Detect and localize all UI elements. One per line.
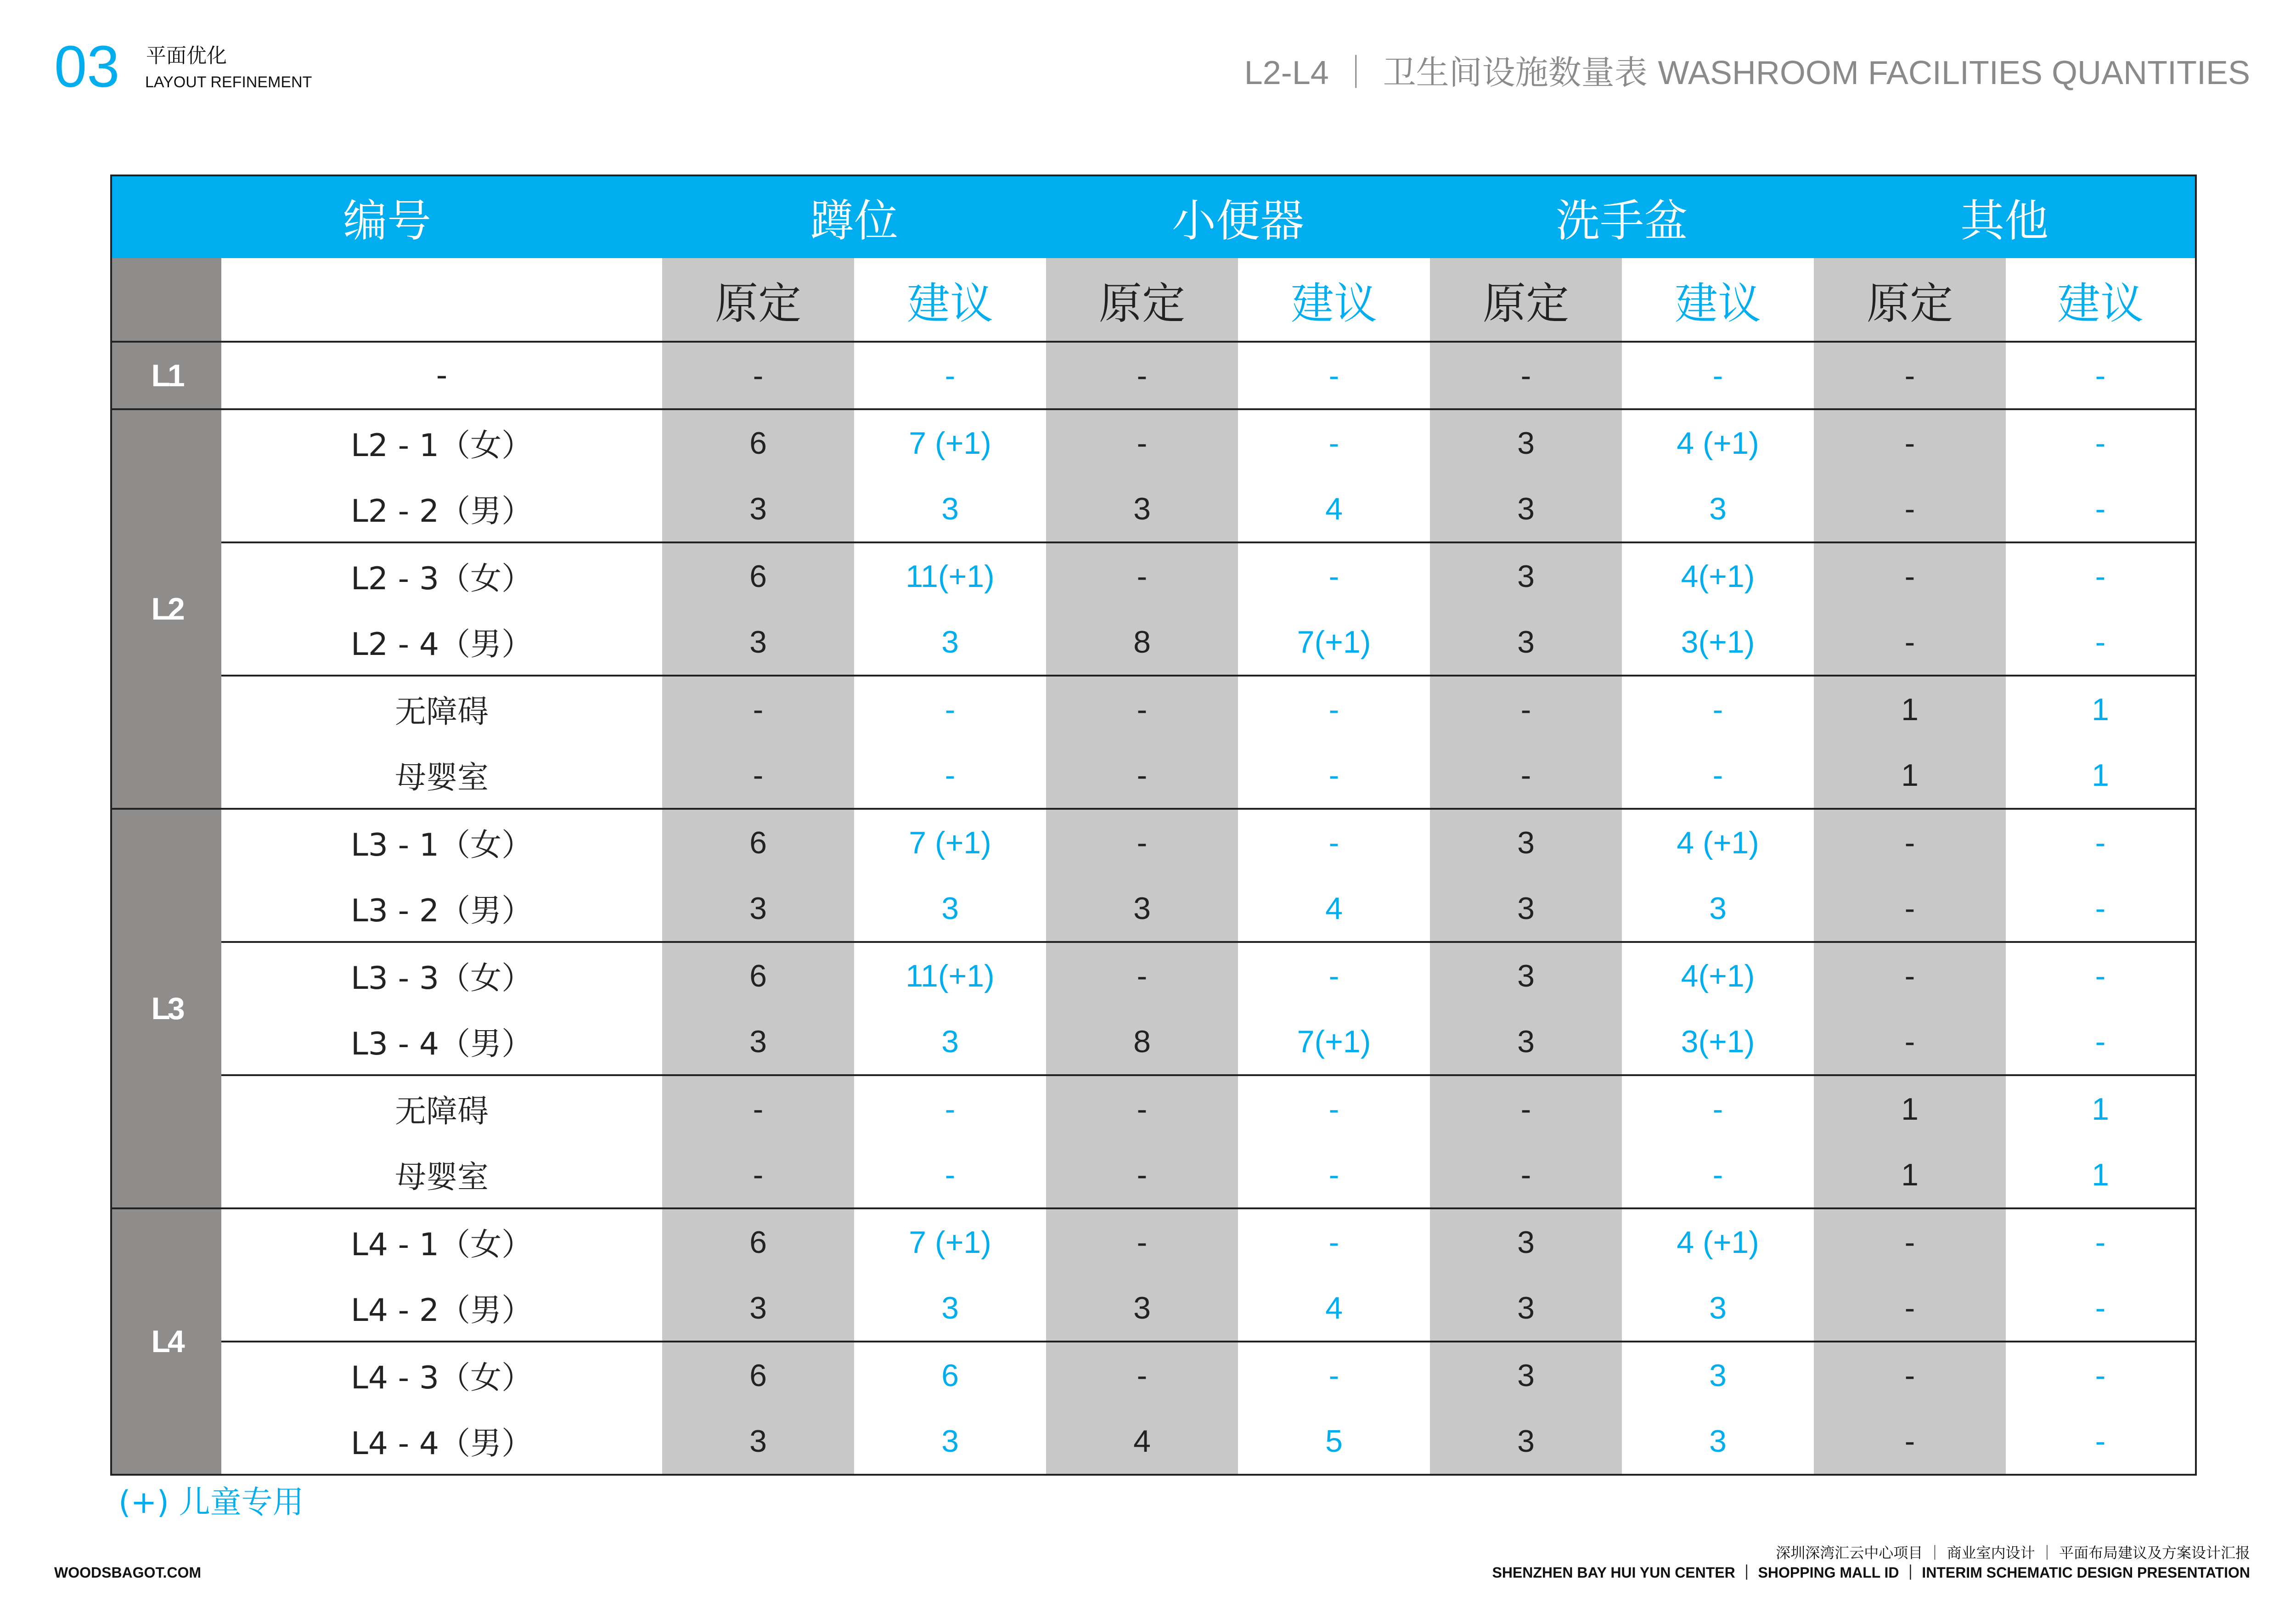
section-number: 03 [54,34,120,100]
original-value: - [1814,542,2006,609]
suggested-value: 11(+1) [854,942,1046,1009]
original-value: 1 [1814,676,2006,742]
original-value: - [1814,1342,2006,1408]
original-value: 6 [662,542,854,609]
original-header: 原定 [662,258,854,342]
suggested-value: 1 [2006,1142,2196,1208]
original-value: - [1814,409,2006,476]
suggested-value: - [2006,1342,2196,1408]
suggested-value: - [1238,676,1430,742]
suggested-value: 3 [854,875,1046,942]
original-value: - [1046,542,1238,609]
suggested-value: 11(+1) [854,542,1046,609]
original-value: - [1814,342,2006,409]
original-value: - [1046,1342,1238,1408]
footer-project-en: SHENZHEN BAY HUI YUN CENTER ｜ SHOPPING MALL ID ｜ INTERIM SCHEMATIC DESIGN PRESENTATION [1492,1564,2250,1581]
washroom-id: L4 - 2（男） [221,1275,662,1342]
table-row [111,542,2196,609]
col-header: 洗手盆 [1430,175,1814,258]
suggested-value: 3(+1) [1622,609,1814,676]
washroom-id: L3 - 3（女） [350,960,533,997]
level-label: L3 [111,809,221,1208]
washroom-id: 母婴室 [221,742,662,809]
suggested-value: - [2006,409,2196,476]
original-value: 6 [662,1342,854,1408]
original-value: 3 [1430,1275,1622,1342]
original-value: 8 [1046,1009,1238,1075]
original-value: 3 [1046,875,1238,942]
suggested-value: - [854,742,1046,809]
suggested-value: - [1238,1342,1430,1408]
original-value: 3 [1430,942,1622,1009]
suggested-value: - [1238,809,1430,875]
table-row [111,1075,2196,1142]
suggested-value: - [2006,942,2196,1009]
suggested-value: - [1622,676,1814,742]
level-header-cell [111,258,221,342]
suggested-value: 7 (+1) [854,409,1046,476]
washroom-facilities-table [110,175,2197,1476]
suggested-value: - [1238,342,1430,409]
original-value: - [1046,1075,1238,1142]
title-en: WASHROOM FACILITIES QUANTITIES [1658,55,2250,91]
original-value: 3 [662,875,854,942]
original-value: - [1814,1275,2006,1342]
suggested-value: - [2006,1208,2196,1275]
washroom-id: L3 - 2（男） [221,875,662,942]
subheader-row [111,258,2196,342]
suggested-value: - [854,1075,1046,1142]
suggested-value: - [2006,1408,2196,1475]
original-value: 3 [662,1275,854,1342]
table-row [111,809,2196,875]
level-label: L1 [111,342,221,409]
table-row [111,875,2196,942]
original-value: 6 [662,942,854,1009]
washroom-id: 无障碍 [394,694,489,730]
suggested-value: - [1238,542,1430,609]
suggested-value: 7(+1) [1238,1009,1430,1075]
suggested-value: 3 [854,476,1046,542]
original-value: 3 [1430,1408,1622,1475]
original-value: - [1430,1142,1622,1208]
suggested-value: 4 [1238,875,1430,942]
col-header: 小便器 [1046,175,1430,258]
col-header: 蹲位 [662,175,1046,258]
original-value: 6 [662,1208,854,1275]
original-value: - [1046,942,1238,1009]
original-value: - [1814,1408,2006,1475]
name-header-cell [221,258,662,342]
original-header: 原定 [1814,258,2006,342]
suggested-value: 1 [2006,1075,2196,1142]
original-value: 8 [1046,609,1238,676]
original-value: 1 [1814,1142,2006,1208]
washroom-id: - [221,342,662,409]
original-value: - [1430,342,1622,409]
washroom-id: 无障碍 [394,1094,489,1130]
original-value: - [1814,609,2006,676]
original-value: - [1046,676,1238,742]
col-header: 其他 [1814,175,2196,258]
suggested-value: 3 [854,609,1046,676]
suggested-value: 1 [2006,676,2196,742]
footer-project-cn: 深圳深湾汇云中心项目 ｜ 商业室内设计 ｜ 平面布局建议及方案设计汇报 [1776,1544,2250,1562]
suggested-value: - [2006,809,2196,875]
original-header: 原定 [1046,258,1238,342]
original-value: - [1814,942,2006,1009]
washroom-id: L3 - 1（女） [350,827,533,863]
original-value: - [1046,809,1238,875]
washroom-id: L3 - 4（男） [221,1009,662,1075]
page-title [1244,53,2250,92]
original-value: 3 [1430,1009,1622,1075]
suggested-value: 7 (+1) [854,1208,1046,1275]
washroom-id: L4 - 3（女） [350,1360,533,1396]
level-label: L2 [111,409,221,809]
suggested-value: 7 (+1) [854,809,1046,875]
original-value: - [662,676,854,742]
table-row [111,609,2196,676]
table-row [111,742,2196,809]
original-value: - [1430,742,1622,809]
table-row [111,1342,2196,1408]
title-separator: ｜ [1339,53,1373,92]
original-value: - [662,342,854,409]
original-value: 3 [662,1408,854,1475]
original-value: - [1814,476,2006,542]
original-value: 3 [1430,542,1622,609]
suggested-value: 3 [854,1408,1046,1475]
original-value: - [1430,676,1622,742]
footer-website[interactable]: WOODSBAGOT.COM [54,1564,201,1581]
level-label: L4 [111,1208,221,1475]
original-value: - [1430,1075,1622,1142]
original-value: - [662,1075,854,1142]
washroom-id: L2 - 4（男） [221,609,662,676]
suggested-value: 1 [2006,742,2196,809]
title-range: L2-L4 [1244,55,1329,91]
suggested-value: - [2006,609,2196,676]
suggested-value: 4 [1238,1275,1430,1342]
suggested-value: - [2006,1275,2196,1342]
original-value: - [1046,742,1238,809]
original-value: - [1814,809,2006,875]
header-row [111,175,2196,258]
suggested-value: - [1238,942,1430,1009]
table-row [111,342,2196,409]
suggested-value: - [1238,742,1430,809]
table-row [111,676,2196,742]
washroom-id: L2 - 3（女） [350,561,533,597]
original-value: 6 [662,809,854,875]
table-row [111,409,2196,476]
original-value: - [1046,342,1238,409]
washroom-id: L4 - 4（男） [221,1408,662,1475]
table-row [111,1208,2196,1275]
suggested-value: - [2006,476,2196,542]
table-row [111,1275,2196,1342]
suggested-header: 建议 [2006,258,2196,342]
original-value: 3 [1430,409,1622,476]
suggested-header: 建议 [1238,258,1430,342]
original-value: - [662,742,854,809]
suggested-value: - [1622,342,1814,409]
suggested-value: 3(+1) [1622,1009,1814,1075]
suggested-value: - [2006,1009,2196,1075]
original-value: 3 [662,609,854,676]
suggested-value: - [2006,342,2196,409]
original-value: - [1814,875,2006,942]
original-value: 3 [1430,476,1622,542]
suggested-value: - [1622,742,1814,809]
suggested-value: 3 [1622,1342,1814,1408]
suggested-value: 4(+1) [1622,542,1814,609]
original-value: - [1814,1208,2006,1275]
original-value: - [1046,1208,1238,1275]
suggested-value: 3 [854,1275,1046,1342]
original-value: - [1814,1009,2006,1075]
original-value: 1 [1814,742,2006,809]
suggested-value: - [1238,1075,1430,1142]
suggested-value: 3 [1622,1275,1814,1342]
table-row [111,1009,2196,1075]
original-value: - [1046,1142,1238,1208]
original-value: 3 [1430,809,1622,875]
suggested-value: - [1238,1208,1430,1275]
suggested-value: 3 [1622,476,1814,542]
table-row [111,476,2196,542]
suggested-value: 4 (+1) [1622,809,1814,875]
table-row [111,1142,2196,1208]
original-value: 3 [1430,1342,1622,1408]
suggested-value: 3 [854,1009,1046,1075]
washroom-id: L2 - 2（男） [221,476,662,542]
original-value: 3 [662,476,854,542]
washroom-id: L4 - 1（女） [350,1227,533,1263]
suggested-value: 5 [1238,1408,1430,1475]
suggested-value: - [854,1142,1046,1208]
suggested-value: 4 [1238,476,1430,542]
original-value: - [1046,409,1238,476]
original-header: 原定 [1430,258,1622,342]
original-value: 3 [1430,875,1622,942]
original-value: - [662,1142,854,1208]
table-row [111,1408,2196,1475]
original-value: 3 [662,1009,854,1075]
suggested-value: 6 [854,1342,1046,1408]
suggested-value: 7(+1) [1238,609,1430,676]
suggested-value: - [854,676,1046,742]
title-cn: 卫生间设施数量表 [1383,53,1648,92]
suggested-value: 3 [1622,875,1814,942]
original-value: 3 [1430,1208,1622,1275]
suggested-value: - [1238,1142,1430,1208]
suggested-value: - [1622,1075,1814,1142]
suggested-value: - [1622,1142,1814,1208]
original-value: 3 [1430,609,1622,676]
washroom-id: L2 - 1（女） [350,428,533,464]
original-value: 6 [662,409,854,476]
suggested-value: 4 (+1) [1622,1208,1814,1275]
section-title-en: LAYOUT REFINEMENT [145,73,312,91]
section-title-cn: 平面优化 [146,44,227,68]
original-value: 1 [1814,1075,2006,1142]
original-value: 3 [1046,476,1238,542]
suggested-value: - [854,342,1046,409]
suggested-value: 4 (+1) [1622,409,1814,476]
washroom-id: 母婴室 [221,1142,662,1208]
original-value: 3 [1046,1275,1238,1342]
suggested-value: 4(+1) [1622,942,1814,1009]
table-row [111,942,2196,1009]
footnote-children: (+) 儿童专用 [118,1484,304,1521]
suggested-header: 建议 [854,258,1046,342]
suggested-value: - [1238,409,1430,476]
suggested-value: - [2006,875,2196,942]
suggested-header: 建议 [1622,258,1814,342]
col-header: 编号 [111,175,662,258]
original-value: 4 [1046,1408,1238,1475]
suggested-value: 3 [1622,1408,1814,1475]
suggested-value: - [2006,542,2196,609]
